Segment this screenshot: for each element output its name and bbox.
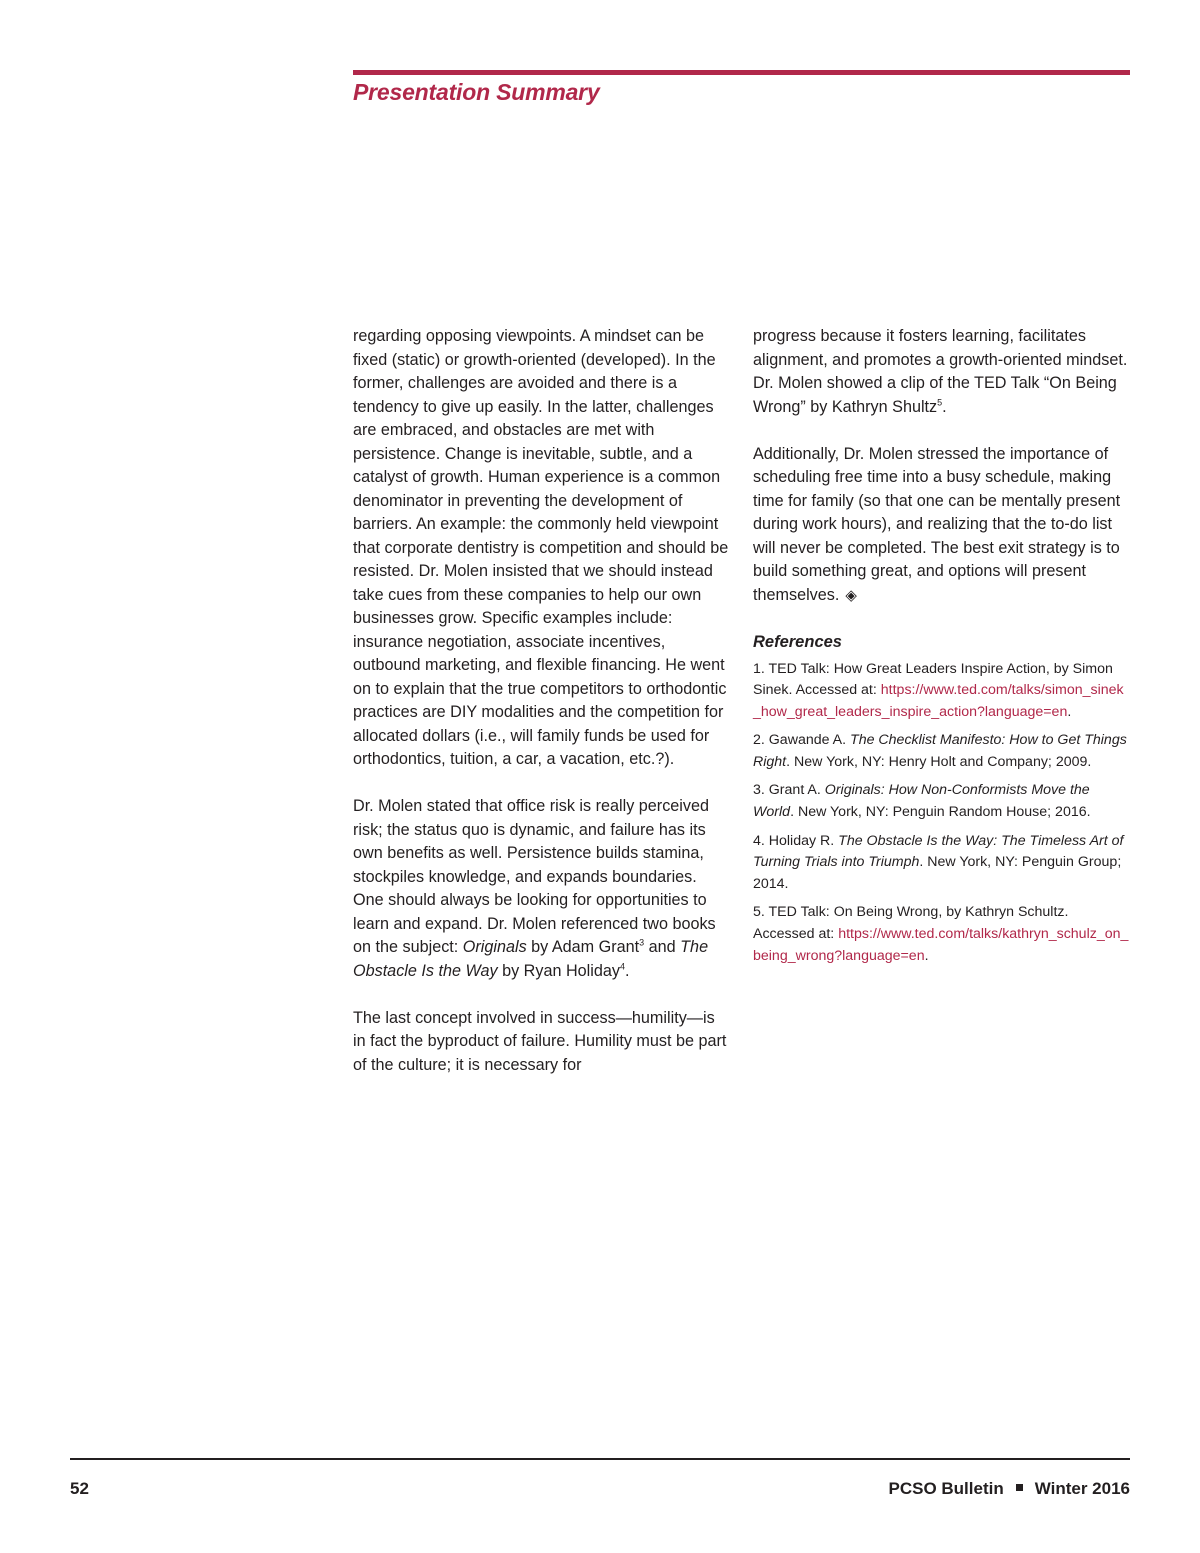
reference-link[interactable]: https://www.ted.com/talks/simon_sinek_how_great_leaders_inspire_action?language=en bbox=[753, 682, 1124, 720]
issue-date: Winter 2016 bbox=[1034, 1479, 1130, 1498]
footer-rule bbox=[70, 1458, 1130, 1460]
reference-5: 5. TED Talk: On Being Wrong, by Kathryn Schultz. Accessed at: https://www.ted.com/talks/kathryn_schulz_on_being_wrong?language=en. bbox=[753, 904, 1129, 964]
paragraph-text: Additionally, Dr. Molen stressed the importance of scheduling free time into a busy schedule, making time for family (so that one can be mentally present during work hours), and realizing that the to-do list will never be completed. The best exit strategy is to build something great, and options will present themselves. bbox=[753, 444, 1121, 604]
citation-4: 4 bbox=[619, 961, 625, 972]
book-title-originals: Originals bbox=[462, 938, 527, 956]
reference-text: 5. TED Talk: On Being Wrong, by Kathryn Schultz. Accessed at: bbox=[753, 904, 1069, 943]
book-author-holiday: by Ryan Holiday bbox=[502, 961, 620, 980]
reference-publisher: New York, NY: Penguin Group; 2014. bbox=[753, 854, 1122, 892]
paragraph-text: progress because it fosters learning, facilitates alignment, and promotes a growth-oriented mindset. Dr. Molen showed a clip of the TED Talk “On Being Wrong” by Kathryn Shultz bbox=[753, 327, 1128, 416]
citation-5: 5 bbox=[937, 397, 943, 408]
reference-author: 4. Holiday R. bbox=[753, 832, 835, 849]
citation-3: 3 bbox=[639, 937, 645, 948]
section-title: Presentation Summary bbox=[353, 79, 600, 105]
reference-1: 1. TED Talk: How Great Leaders Inspire Action, by Simon Sinek. Accessed at: https://www.ted.com/talks/simon_sinek_how_great_leaders_inspire_action?language=en. bbox=[753, 660, 1124, 720]
right-paragraph-1: progress because it fosters learning, facilitates alignment, and promotes a growth-oriented mindset. Dr. Molen showed a clip of the TED Talk “On Being Wrong” by Kathryn Shultz$^5$. bbox=[753, 327, 1128, 416]
reference-2: 2. Gawande A. The Checklist Manifesto: How to Get Things Right. New York, NY: Henry Holt and Company; 2009. bbox=[753, 732, 1127, 770]
references-heading: References bbox=[753, 632, 842, 651]
reference-title: Originals: How Non-Conformists Move the World bbox=[753, 782, 1090, 821]
conjunction: and bbox=[648, 938, 676, 956]
end-of-article-icon: ◈ bbox=[845, 586, 857, 604]
right-paragraph-2 bbox=[753, 443, 1130, 608]
reference-publisher: New York, NY: Penguin Random House; 2016. bbox=[797, 804, 1091, 821]
reference-author: 3. Grant A. bbox=[753, 782, 821, 799]
book-title-obstacle: The Obstacle Is the Way bbox=[353, 938, 709, 980]
references-list bbox=[753, 659, 1130, 968]
footer-journal bbox=[888, 1479, 1130, 1499]
left-paragraph-2: Dr. Molen stated that office risk is really perceived risk; the status quo is dynamic, and failure has its own benefits as well. Persistence builds stamina, stockpiles knowledge, and expands boundaries. One should always be looking for opportunities to learn and expand. Dr. Molen referenced two books on the subject: Originals by Adam Grant$^3$ and The Obstacle Is the Way by Ryan Holiday$^4$. bbox=[353, 797, 716, 980]
journal-title: PCSO Bulletin bbox=[888, 1479, 1004, 1498]
reference-4: 4. Holiday R. The Obstacle Is the Way: The Timeless Art of Turning Trials into Triumph. New York, NY: Penguin Group; 2014. bbox=[753, 832, 1124, 892]
separator-bullet-icon bbox=[1016, 1484, 1023, 1491]
header-rule bbox=[353, 70, 1130, 75]
reference-title: The Checklist Manifesto: How to Get Things Right bbox=[753, 732, 1127, 770]
reference-text: 1. TED Talk: How Great Leaders Inspire Action, by Simon Sinek. Accessed at: bbox=[753, 660, 1113, 699]
right-column bbox=[753, 325, 1130, 974]
reference-publisher: New York, NY: Henry Holt and Company; 2009. bbox=[794, 753, 1092, 770]
reference-author: 2. Gawande A. bbox=[753, 732, 847, 749]
reference-link[interactable]: https://www.ted.com/talks/kathryn_schulz_on_being_wrong?language=en bbox=[753, 926, 1129, 964]
reference-3: 3. Grant A. Originals: How Non-Conformists Move the World. New York, NY: Penguin Random House; 2016. bbox=[753, 782, 1091, 821]
left-column bbox=[353, 325, 730, 1101]
left-paragraph-1: regarding opposing viewpoints. A mindset can be fixed (static) or growth-oriented (developed). In the former, challenges are avoided and there is a tendency to give up easily. In the latter, challenges are embraced, and obstacles are met with persistence. Change is inevitable, subtle, and a catalyst of growth. Human experience is a common denominator in preventing the development of barriers. An example: the commonly held viewpoint that corporate dentistry is competition and should be resisted. Dr. Molen insisted that we should instead take cues from these companies to help our own businesses grow. Specific examples include: insurance negotiation, associate incentives, outbound marketing, and flexible financing. He went on to explain that the true competitors to orthodontic practices are DIY modalities and the competition for allocated dollars (i.e., will family funds be used for orthodontics, tuition, a car, a vacation, etc.?). bbox=[353, 327, 729, 768]
paragraph-text: Dr. Molen stated that office risk is really perceived risk; the status quo is dynamic, and failure has its own benefits as well. Persistence builds stamina, stockpiles knowledge, and expands boundaries. One should always be looking for opportunities to learn and expand. Dr. Molen referenced two books on the subject: bbox=[353, 797, 716, 956]
book-author-grant: by Adam Grant bbox=[531, 938, 640, 956]
left-paragraph-3: The last concept involved in success—humility—is in fact the byproduct of failure. Humility must be part of the culture; it is necessary for bbox=[353, 1008, 727, 1074]
reference-title: The Obstacle Is the Way: The Timeless Art of Turning Trials into Triumph bbox=[753, 832, 1124, 871]
page-number: 52 bbox=[70, 1479, 89, 1498]
